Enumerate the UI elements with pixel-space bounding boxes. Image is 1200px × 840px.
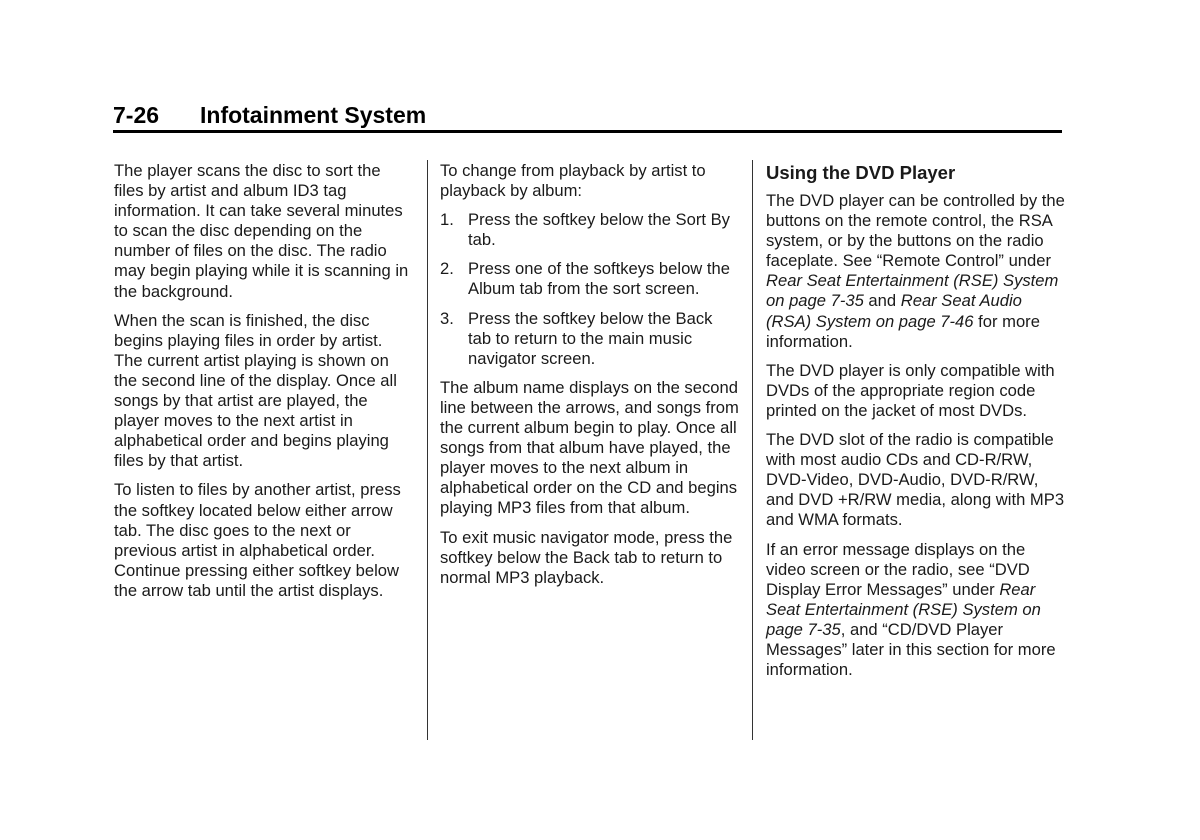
text-segment: The DVD player can be controlled by the buttons on the remote control, the RSA system, or by the buttons on the radio faceplate. See “Remote Control” under <box>766 191 1065 271</box>
cross-reference-rse: Rear Seat Entertainment (RSE) System on page 7-35 <box>766 579 1041 639</box>
step-number: 2. <box>440 259 454 279</box>
step-text: Press the softkey below the Sort By tab. <box>468 210 730 250</box>
cross-reference-rse: Rear Seat Entertainment (RSE) System on page 7-35 <box>766 271 1059 311</box>
section-title: Infotainment System <box>200 102 427 128</box>
paragraph-dvd-slot: The DVD slot of the radio is compatible with most audio CDs and CD-R/RW, DVD-Video, DVD-Audio, DVD-R/RW, and DVD +R/RW media, along with MP3 and WMA formats. <box>766 430 1065 530</box>
paragraph-album-name: The album name displays on the second line between the arrows, and songs from the current album begin to play. Once all songs from that album have played, the player moves to the next album in alphabetical order on the CD and begins playing MP3 files from that album. <box>440 377 739 518</box>
cross-reference-rsa: Rear Seat Audio (RSA) System on page 7-46 <box>766 291 1022 331</box>
paragraph-region-code: The DVD player is only compatible with DVDs of the appropriate region code printed on the jacket of most DVDs. <box>766 360 1055 420</box>
step-number: 1. <box>440 210 454 230</box>
paragraph-scan-finished: When the scan is finished, the disc begins playing files in order by artist. The current artist playing is shown on the second line of the display. Once all songs by that artist are played, the player moves to the next artist in alphabetical order and begins playing files by that artist. <box>114 310 397 471</box>
subsection-heading: Using the DVD Player <box>766 162 956 183</box>
paragraph-other-artist: To listen to files by another artist, press the softkey located below either arrow tab. The disc goes to the next or previous artist in alphabetical order. Continue pressing either softkey below the arrow tab until the artist displays. <box>114 480 401 600</box>
text-segment: for more information. <box>766 311 1040 351</box>
text-segment: and <box>863 291 901 311</box>
step-text: Press one of the softkeys below the Album tab from the sort screen. <box>468 259 730 299</box>
step-text: Press the softkey below the Back tab to return to the main music navigator screen. <box>468 308 713 368</box>
column-divider <box>427 160 428 740</box>
column-left <box>114 160 414 610</box>
paragraph-exit-navigator: To exit music navigator mode, press the softkey below the Back tab to return to normal MP3 playback. <box>440 527 733 587</box>
paragraph-scan: The player scans the disc to sort the files by artist and album ID3 tag information. It can take several minutes to scan the disc depending on the number of files on the disc. The radio may begin playing while it is scanning in the background. <box>114 161 409 301</box>
text-segment: If an error message displays on the video screen or the radio, see “DVD Display Error Messages” under <box>766 539 1030 599</box>
page-header <box>113 100 1062 133</box>
list-item <box>440 259 740 299</box>
list-item <box>440 309 740 369</box>
page-number: 7-26 <box>113 102 160 128</box>
paragraph-error-message <box>766 540 1066 681</box>
text-segment: , and “CD/DVD Player Messages” later in this section for more information. <box>766 619 1056 680</box>
steps-list <box>440 210 740 369</box>
column-right <box>766 160 1066 689</box>
column-middle <box>440 160 740 597</box>
column-divider <box>752 160 753 740</box>
paragraph-change-playback: To change from playback by artist to playback by album: <box>440 161 706 201</box>
list-item <box>440 210 740 250</box>
paragraph-dvd-control <box>766 191 1066 352</box>
step-number: 3. <box>440 308 454 328</box>
